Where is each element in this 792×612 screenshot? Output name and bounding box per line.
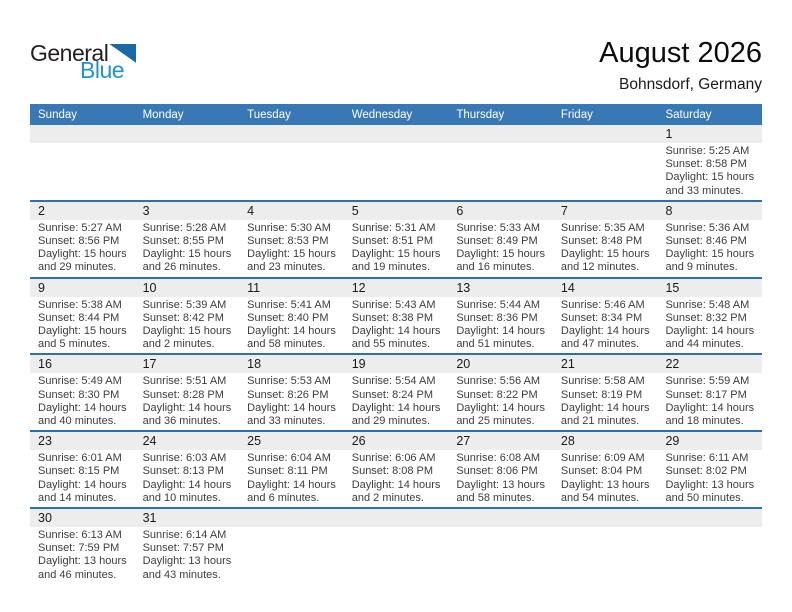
day-detail-line: Sunset: 8:49 PM bbox=[456, 235, 538, 248]
day-detail-line: Sunrise: 5:27 AM bbox=[38, 221, 122, 234]
week-row bbox=[30, 507, 762, 584]
day-detail-line: and 29 minutes. bbox=[38, 261, 117, 274]
day-detail-line: Sunrise: 5:38 AM bbox=[38, 298, 122, 311]
week-row bbox=[30, 200, 762, 277]
weekday-label: Tuesday bbox=[247, 108, 291, 121]
general-blue-logo bbox=[30, 40, 180, 83]
weekday-label: Thursday bbox=[456, 108, 505, 121]
day-number: 8 bbox=[665, 203, 673, 218]
day-number: 26 bbox=[351, 434, 366, 449]
week-row bbox=[30, 430, 762, 507]
day-detail-line: Sunset: 8:13 PM bbox=[142, 465, 224, 478]
day-detail-line: Sunrise: 5:56 AM bbox=[456, 375, 541, 388]
day-cell-details bbox=[30, 220, 135, 277]
day-detail-line: Daylight: 15 hours bbox=[38, 325, 127, 338]
day-cell-details bbox=[448, 143, 553, 200]
day-detail-line: Sunrise: 5:44 AM bbox=[456, 298, 541, 311]
day-detail-line: Daylight: 13 hours bbox=[665, 478, 755, 491]
day-number: 18 bbox=[247, 357, 262, 372]
day-number: 22 bbox=[665, 357, 680, 372]
day-cell-details bbox=[344, 297, 449, 354]
weekday-label: Saturday bbox=[665, 108, 712, 121]
day-number-band bbox=[30, 125, 762, 143]
day-number: 15 bbox=[665, 280, 680, 295]
day-detail-line: and 43 minutes. bbox=[142, 568, 221, 581]
day-detail-line: and 2 minutes. bbox=[142, 338, 215, 351]
day-details-row bbox=[30, 297, 762, 354]
day-number: 11 bbox=[247, 280, 261, 295]
day-detail-line: Daylight: 15 hours bbox=[665, 171, 755, 184]
day-detail-line: Sunset: 8:06 PM bbox=[456, 465, 538, 478]
day-number-band bbox=[30, 202, 762, 220]
day-detail-line: Sunrise: 5:41 AM bbox=[247, 298, 331, 311]
day-cell-details bbox=[553, 143, 658, 200]
day-detail-line: and 55 minutes. bbox=[351, 338, 431, 351]
calendar-table bbox=[30, 104, 762, 584]
day-detail-line: Sunset: 8:19 PM bbox=[560, 388, 643, 401]
day-detail-line: Sunrise: 6:03 AM bbox=[142, 452, 227, 465]
day-detail-line: Daylight: 14 hours bbox=[247, 401, 336, 414]
day-number: 21 bbox=[560, 357, 575, 372]
day-detail-line: Sunset: 8:40 PM bbox=[247, 311, 329, 324]
day-detail-line: Daylight: 14 hours bbox=[247, 478, 336, 491]
day-detail-line: Sunset: 8:32 PM bbox=[665, 311, 747, 324]
day-number-band bbox=[30, 432, 762, 450]
day-detail-line: and 2 minutes. bbox=[351, 491, 424, 504]
day-cell-details bbox=[553, 450, 658, 507]
day-number: 4 bbox=[247, 203, 255, 218]
day-detail-line: and 5 minutes. bbox=[38, 338, 111, 351]
day-number: 6 bbox=[456, 203, 464, 218]
day-detail-line: Sunrise: 5:43 AM bbox=[351, 298, 436, 311]
day-number: 28 bbox=[560, 434, 575, 449]
day-number: 7 bbox=[560, 203, 568, 218]
day-detail-line: Sunset: 8:08 PM bbox=[351, 465, 434, 478]
day-number: 25 bbox=[247, 434, 262, 449]
day-detail-line: and 33 minutes. bbox=[665, 184, 744, 197]
page-subtitle: Bohnsdorf, Germany bbox=[618, 76, 762, 93]
weekday-label: Wednesday bbox=[351, 108, 413, 121]
day-detail-line: Sunrise: 5:58 AM bbox=[560, 375, 645, 388]
day-details-row bbox=[30, 373, 762, 430]
day-detail-line: Sunrise: 6:11 AM bbox=[665, 452, 749, 465]
day-detail-line: Daylight: 14 hours bbox=[665, 325, 755, 338]
day-detail-line: Daylight: 15 hours bbox=[38, 248, 127, 261]
day-cell-details bbox=[30, 143, 135, 200]
day-cell-details bbox=[448, 527, 553, 584]
day-cell-details bbox=[344, 143, 449, 200]
day-detail-line: Daylight: 14 hours bbox=[665, 401, 755, 414]
day-cell-details bbox=[239, 527, 344, 584]
day-detail-line: Sunrise: 6:14 AM bbox=[142, 529, 227, 542]
day-detail-line: Daylight: 14 hours bbox=[38, 401, 127, 414]
day-detail-line: and 46 minutes. bbox=[38, 568, 117, 581]
day-number: 16 bbox=[38, 357, 52, 372]
day-number: 30 bbox=[38, 511, 52, 526]
day-detail-line: Daylight: 13 hours bbox=[142, 555, 232, 568]
day-number-band bbox=[30, 355, 762, 373]
day-detail-line: Sunrise: 5:33 AM bbox=[456, 221, 541, 234]
day-detail-line: Sunset: 8:55 PM bbox=[142, 235, 224, 248]
logo-text-general: General bbox=[30, 40, 109, 66]
page-title: August 2026 bbox=[599, 37, 762, 69]
day-detail-line: and 12 minutes. bbox=[560, 261, 640, 274]
day-number: 2 bbox=[38, 203, 45, 218]
day-cell-details bbox=[448, 220, 553, 277]
day-detail-line: and 58 minutes. bbox=[247, 338, 326, 351]
day-detail-line: and 36 minutes. bbox=[142, 415, 221, 428]
day-detail-line: and 16 minutes. bbox=[456, 261, 535, 274]
day-detail-line: and 9 minutes. bbox=[665, 261, 738, 274]
day-detail-line: Daylight: 14 hours bbox=[351, 325, 441, 338]
day-detail-line: and 23 minutes. bbox=[247, 261, 326, 274]
weekday-label: Sunday bbox=[38, 108, 78, 121]
day-detail-line: Daylight: 14 hours bbox=[142, 401, 232, 414]
day-detail-line: Sunset: 8:38 PM bbox=[351, 311, 434, 324]
day-detail-line: Daylight: 13 hours bbox=[38, 555, 127, 568]
day-detail-line: Sunset: 8:24 PM bbox=[351, 388, 434, 401]
day-detail-line: Daylight: 14 hours bbox=[38, 478, 127, 491]
day-detail-line: Sunset: 8:56 PM bbox=[38, 235, 120, 248]
week-row bbox=[30, 125, 762, 200]
day-number-band bbox=[30, 279, 762, 297]
day-cell-details bbox=[344, 220, 449, 277]
weekday-header-row bbox=[30, 104, 762, 125]
day-detail-line: Sunrise: 5:25 AM bbox=[665, 145, 750, 157]
day-detail-line: and 33 minutes. bbox=[247, 415, 326, 428]
day-cell-details bbox=[657, 220, 762, 277]
day-detail-line: Sunset: 8:34 PM bbox=[560, 311, 643, 324]
day-cell-details bbox=[135, 527, 240, 584]
day-cell-details bbox=[448, 297, 553, 354]
day-detail-line: Sunset: 8:36 PM bbox=[456, 311, 538, 324]
day-detail-line: and 26 minutes. bbox=[142, 261, 221, 274]
day-detail-line: Daylight: 14 hours bbox=[456, 401, 545, 414]
day-cell-details bbox=[135, 297, 240, 354]
day-detail-line: Sunset: 8:22 PM bbox=[456, 388, 538, 401]
day-detail-line: Sunset: 8:17 PM bbox=[665, 388, 747, 401]
day-detail-line: Sunrise: 6:08 AM bbox=[456, 452, 541, 465]
day-number: 20 bbox=[456, 357, 471, 372]
day-cell-details bbox=[657, 373, 762, 430]
day-detail-line: and 6 minutes. bbox=[247, 491, 320, 504]
day-detail-line: Sunset: 8:58 PM bbox=[665, 158, 747, 171]
day-detail-line: Sunrise: 5:53 AM bbox=[247, 375, 331, 388]
day-detail-line: and 51 minutes. bbox=[456, 338, 535, 351]
day-cell-details bbox=[135, 143, 240, 200]
day-number: 12 bbox=[351, 280, 366, 295]
day-detail-line: and 40 minutes. bbox=[38, 415, 117, 428]
day-details-row bbox=[30, 220, 762, 277]
day-detail-line: Daylight: 14 hours bbox=[560, 325, 650, 338]
day-detail-line: Sunset: 8:28 PM bbox=[142, 388, 224, 401]
day-detail-line: and 21 minutes. bbox=[560, 415, 640, 428]
day-detail-line: Sunset: 7:59 PM bbox=[38, 542, 120, 555]
day-details-row bbox=[30, 527, 762, 584]
day-detail-line: Sunset: 8:42 PM bbox=[142, 311, 224, 324]
day-detail-line: Daylight: 15 hours bbox=[142, 325, 232, 338]
day-detail-line: Sunrise: 5:48 AM bbox=[665, 298, 750, 311]
calendar-weeks bbox=[30, 125, 762, 584]
day-number-band bbox=[30, 509, 762, 527]
day-detail-line: Sunrise: 6:13 AM bbox=[38, 529, 122, 542]
day-number: 29 bbox=[665, 434, 680, 449]
day-number: 10 bbox=[142, 280, 157, 295]
day-cell-details bbox=[239, 450, 344, 507]
day-detail-line: Sunset: 8:53 PM bbox=[247, 235, 329, 248]
day-detail-line: and 50 minutes. bbox=[665, 491, 744, 504]
day-cell-details bbox=[344, 450, 449, 507]
day-cell-details bbox=[239, 297, 344, 354]
day-number: 14 bbox=[560, 280, 575, 295]
day-detail-line: and 19 minutes. bbox=[351, 261, 431, 274]
day-cell-details bbox=[30, 450, 135, 507]
day-cell-details bbox=[239, 220, 344, 277]
day-details-row bbox=[30, 143, 762, 200]
day-number: 24 bbox=[142, 434, 157, 449]
day-detail-line: and 10 minutes. bbox=[142, 491, 221, 504]
weekday-label: Monday bbox=[142, 108, 184, 121]
day-detail-line: Sunrise: 6:06 AM bbox=[351, 452, 436, 465]
day-cell-details bbox=[553, 297, 658, 354]
day-detail-line: and 25 minutes. bbox=[456, 415, 535, 428]
day-cell-details bbox=[553, 220, 658, 277]
day-details-row bbox=[30, 450, 762, 507]
day-detail-line: Sunset: 8:51 PM bbox=[351, 235, 434, 248]
day-detail-line: and 47 minutes. bbox=[560, 338, 640, 351]
day-cell-details bbox=[239, 373, 344, 430]
day-detail-line: Sunrise: 6:09 AM bbox=[560, 452, 645, 465]
day-detail-line: Sunset: 8:04 PM bbox=[560, 465, 643, 478]
day-detail-line: Daylight: 14 hours bbox=[560, 401, 650, 414]
day-detail-line: Sunset: 8:48 PM bbox=[560, 235, 643, 248]
day-detail-line: Daylight: 14 hours bbox=[247, 325, 336, 338]
day-detail-line: and 18 minutes. bbox=[665, 415, 744, 428]
day-detail-line: Daylight: 15 hours bbox=[247, 248, 336, 261]
day-detail-line: Daylight: 15 hours bbox=[665, 248, 755, 261]
day-detail-line: Daylight: 14 hours bbox=[456, 325, 545, 338]
day-cell-details bbox=[30, 373, 135, 430]
day-cell-details bbox=[135, 373, 240, 430]
day-detail-line: and 54 minutes. bbox=[560, 491, 640, 504]
day-detail-line: Sunrise: 5:49 AM bbox=[38, 375, 122, 388]
day-cell-details bbox=[657, 450, 762, 507]
day-cell-details bbox=[553, 527, 658, 584]
day-detail-line: Sunrise: 5:54 AM bbox=[351, 375, 436, 388]
day-detail-line: Daylight: 14 hours bbox=[142, 478, 232, 491]
day-detail-line: Sunrise: 5:31 AM bbox=[351, 221, 436, 234]
day-detail-line: and 29 minutes. bbox=[351, 415, 431, 428]
day-detail-line: Sunrise: 5:35 AM bbox=[560, 221, 645, 234]
day-detail-line: and 58 minutes. bbox=[456, 491, 535, 504]
week-row bbox=[30, 353, 762, 430]
day-detail-line: Sunset: 8:26 PM bbox=[247, 388, 329, 401]
day-cell-details bbox=[239, 143, 344, 200]
day-number: 9 bbox=[38, 280, 45, 295]
day-number: 27 bbox=[456, 434, 471, 449]
day-number: 5 bbox=[351, 203, 359, 218]
day-detail-line: Daylight: 15 hours bbox=[351, 248, 441, 261]
day-detail-line: Sunrise: 5:46 AM bbox=[560, 298, 645, 311]
day-number: 17 bbox=[142, 357, 157, 372]
day-cell-details bbox=[553, 373, 658, 430]
day-detail-line: Daylight: 15 hours bbox=[456, 248, 545, 261]
day-detail-line: and 14 minutes. bbox=[38, 491, 117, 504]
day-cell-details bbox=[344, 373, 449, 430]
day-detail-line: Sunset: 8:02 PM bbox=[665, 465, 747, 478]
day-number: 23 bbox=[38, 434, 52, 449]
day-detail-line: Daylight: 15 hours bbox=[142, 248, 232, 261]
day-cell-details bbox=[344, 527, 449, 584]
day-detail-line: Sunrise: 6:04 AM bbox=[247, 452, 331, 465]
day-cell-details bbox=[30, 527, 135, 584]
day-number: 3 bbox=[142, 203, 150, 218]
day-detail-line: Sunrise: 5:51 AM bbox=[142, 375, 227, 388]
day-detail-line: Daylight: 13 hours bbox=[560, 478, 650, 491]
day-detail-line: Sunset: 8:44 PM bbox=[38, 311, 120, 324]
day-cell-details bbox=[657, 143, 762, 200]
day-detail-line: Sunrise: 5:36 AM bbox=[665, 221, 750, 234]
day-detail-line: Daylight: 15 hours bbox=[560, 248, 650, 261]
day-detail-line: and 44 minutes. bbox=[665, 338, 744, 351]
day-cell-details bbox=[135, 450, 240, 507]
day-cell-details bbox=[448, 450, 553, 507]
day-number: 19 bbox=[351, 357, 366, 372]
day-detail-line: Sunrise: 5:59 AM bbox=[665, 375, 750, 388]
day-detail-line: Sunrise: 6:01 AM bbox=[38, 452, 122, 465]
day-detail-line: Sunrise: 5:39 AM bbox=[142, 298, 227, 311]
day-number: 31 bbox=[142, 511, 157, 526]
day-detail-line: Sunrise: 5:28 AM bbox=[142, 221, 227, 234]
day-cell-details bbox=[30, 297, 135, 354]
day-detail-line: Sunset: 8:46 PM bbox=[665, 235, 747, 248]
week-row bbox=[30, 277, 762, 354]
day-detail-line: Daylight: 14 hours bbox=[351, 478, 441, 491]
day-cell-details bbox=[448, 373, 553, 430]
day-number: 1 bbox=[665, 127, 673, 141]
day-detail-line: Sunset: 8:30 PM bbox=[38, 388, 120, 401]
day-detail-line: Daylight: 13 hours bbox=[456, 478, 545, 491]
weekday-label: Friday bbox=[560, 108, 593, 121]
day-detail-line: Daylight: 14 hours bbox=[351, 401, 441, 414]
day-number: 13 bbox=[456, 280, 471, 295]
day-cell-details bbox=[657, 527, 762, 584]
logo-text-blue: Blue bbox=[80, 57, 125, 83]
day-cell-details bbox=[135, 220, 240, 277]
day-detail-line: Sunrise: 5:30 AM bbox=[247, 221, 331, 234]
day-detail-line: Sunset: 7:57 PM bbox=[142, 542, 224, 555]
day-detail-line: Sunset: 8:11 PM bbox=[247, 465, 328, 478]
day-cell-details bbox=[657, 297, 762, 354]
day-detail-line: Sunset: 8:15 PM bbox=[38, 465, 120, 478]
